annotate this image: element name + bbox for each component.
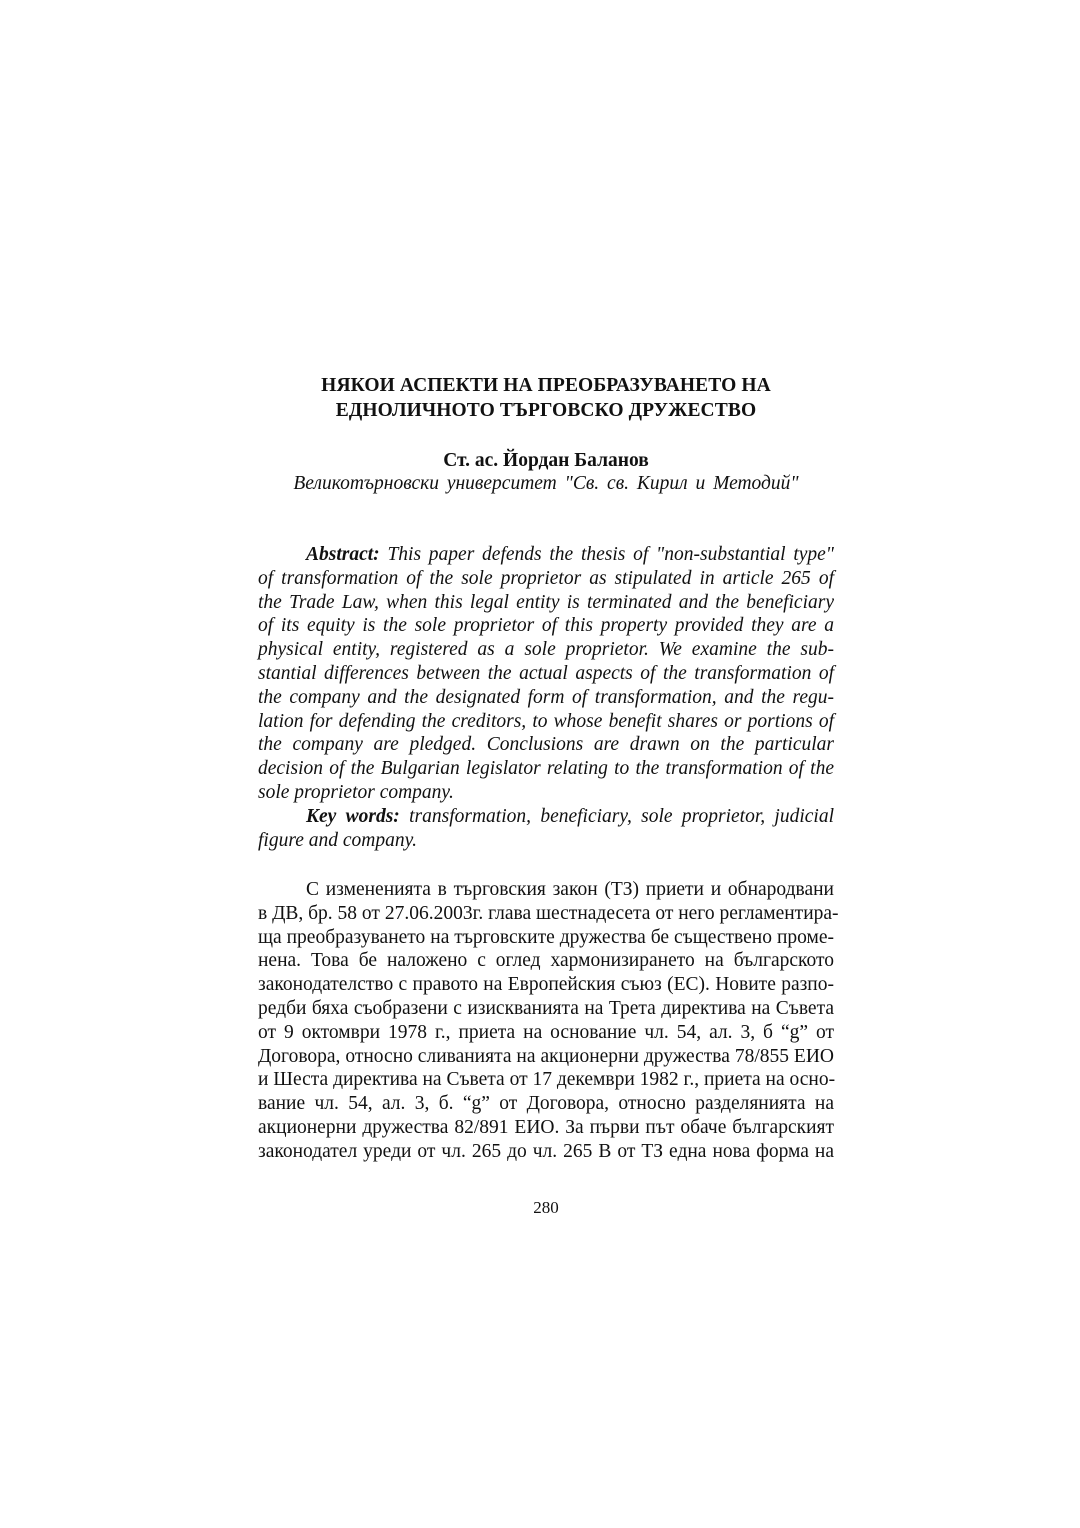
abstract-line-text: This paper defends the thesis of "non-substantial type"	[387, 544, 834, 565]
body-line: в ДВ, бр. 58 от 27.06.2003г. глава шестнадесета от него регламентира-	[258, 902, 839, 924]
abstract-line: the Trade Law, when this legal entity is terminated and the beneficiary	[258, 591, 834, 613]
body-line: акционерни дружества 82/891 ЕИО. За първи път обаче българският	[258, 1116, 834, 1138]
body-line: редби бяха съобразени с изискванията на Трета директива на Съвета	[258, 997, 834, 1019]
title-line-1: НЯКОИ АСПЕКТИ НА ПРЕОБРАЗУВАНЕТО НА	[321, 375, 771, 396]
body-line: вание чл. 54, ал. 3, б. “g” от Договора, относно разделянията на	[258, 1093, 834, 1115]
body-line: от 9 октомври 1978 г., приета на основание чл. 54, ал. 3, б “g” от	[258, 1021, 834, 1043]
abstract-line: the company are pledged. Conclusions are drawn on the particular	[258, 734, 834, 756]
keywords-line	[258, 805, 834, 829]
abstract-line: stantial differences between the actual aspects of the transformation of	[258, 662, 834, 684]
keywords-line: figure and company.	[258, 829, 418, 851]
abstract-line: physical entity, registered as a sole proprietor. We examine the sub-	[258, 639, 834, 661]
abstract-line: of transformation of the sole proprietor as stipulated in article 265 of	[258, 567, 834, 589]
keywords-label: Key words:	[306, 805, 400, 827]
page-number: 280	[533, 1198, 559, 1217]
body-paragraph	[258, 878, 839, 1164]
article-title	[258, 373, 834, 423]
author-affiliation: Великотърновски университет "Св. св. Кирил и Методий"	[293, 473, 799, 494]
abstract-block	[258, 543, 834, 852]
body-line: законодателство с правото на Европейския съюз (ЕС). Новите разпо-	[258, 974, 834, 996]
abstract-label: Abstract:	[306, 544, 380, 565]
title-line-2: ЕДНОЛИЧНОТО ТЪРГОВСКО ДРУЖЕСТВО	[335, 400, 757, 421]
body-line: ща преобразуването на търговските дружества бе съществено проме-	[258, 926, 834, 948]
body-line: С измененията в търговския закон (ТЗ) приети и обнародвани	[306, 879, 834, 900]
abstract-line: the company and the designated form of transformation, and the regu-	[258, 686, 834, 708]
abstract-line: sole proprietor company.	[258, 781, 454, 803]
body-line: нена. Това бе наложено с оглед хармонизирането на българското	[258, 950, 834, 972]
keywords-line-text: transformation, beneficiary, sole proprietor, judicial	[409, 805, 835, 827]
abstract-line: lation for defending the creditors, to whose benefit shares or portions of	[258, 710, 834, 732]
body-line: Договора, относно сливанията на акционерни дружества 78/855 ЕИО	[258, 1045, 834, 1067]
body-line: и Шеста директива на Съвета от 17 декември 1982 г., приета на осно-	[258, 1069, 836, 1091]
abstract-line: decision of the Bulgarian legislator relating to the transformation of the	[258, 758, 834, 780]
author-name: Ст. ас. Йордан Баланов	[443, 450, 649, 471]
abstract-line	[258, 543, 834, 567]
body-line: законодател уреди от чл. 265 до чл. 265 В от ТЗ една нова форма на	[258, 1140, 834, 1162]
abstract-line: of its equity is the sole proprietor of this property provided they are a	[258, 615, 834, 637]
